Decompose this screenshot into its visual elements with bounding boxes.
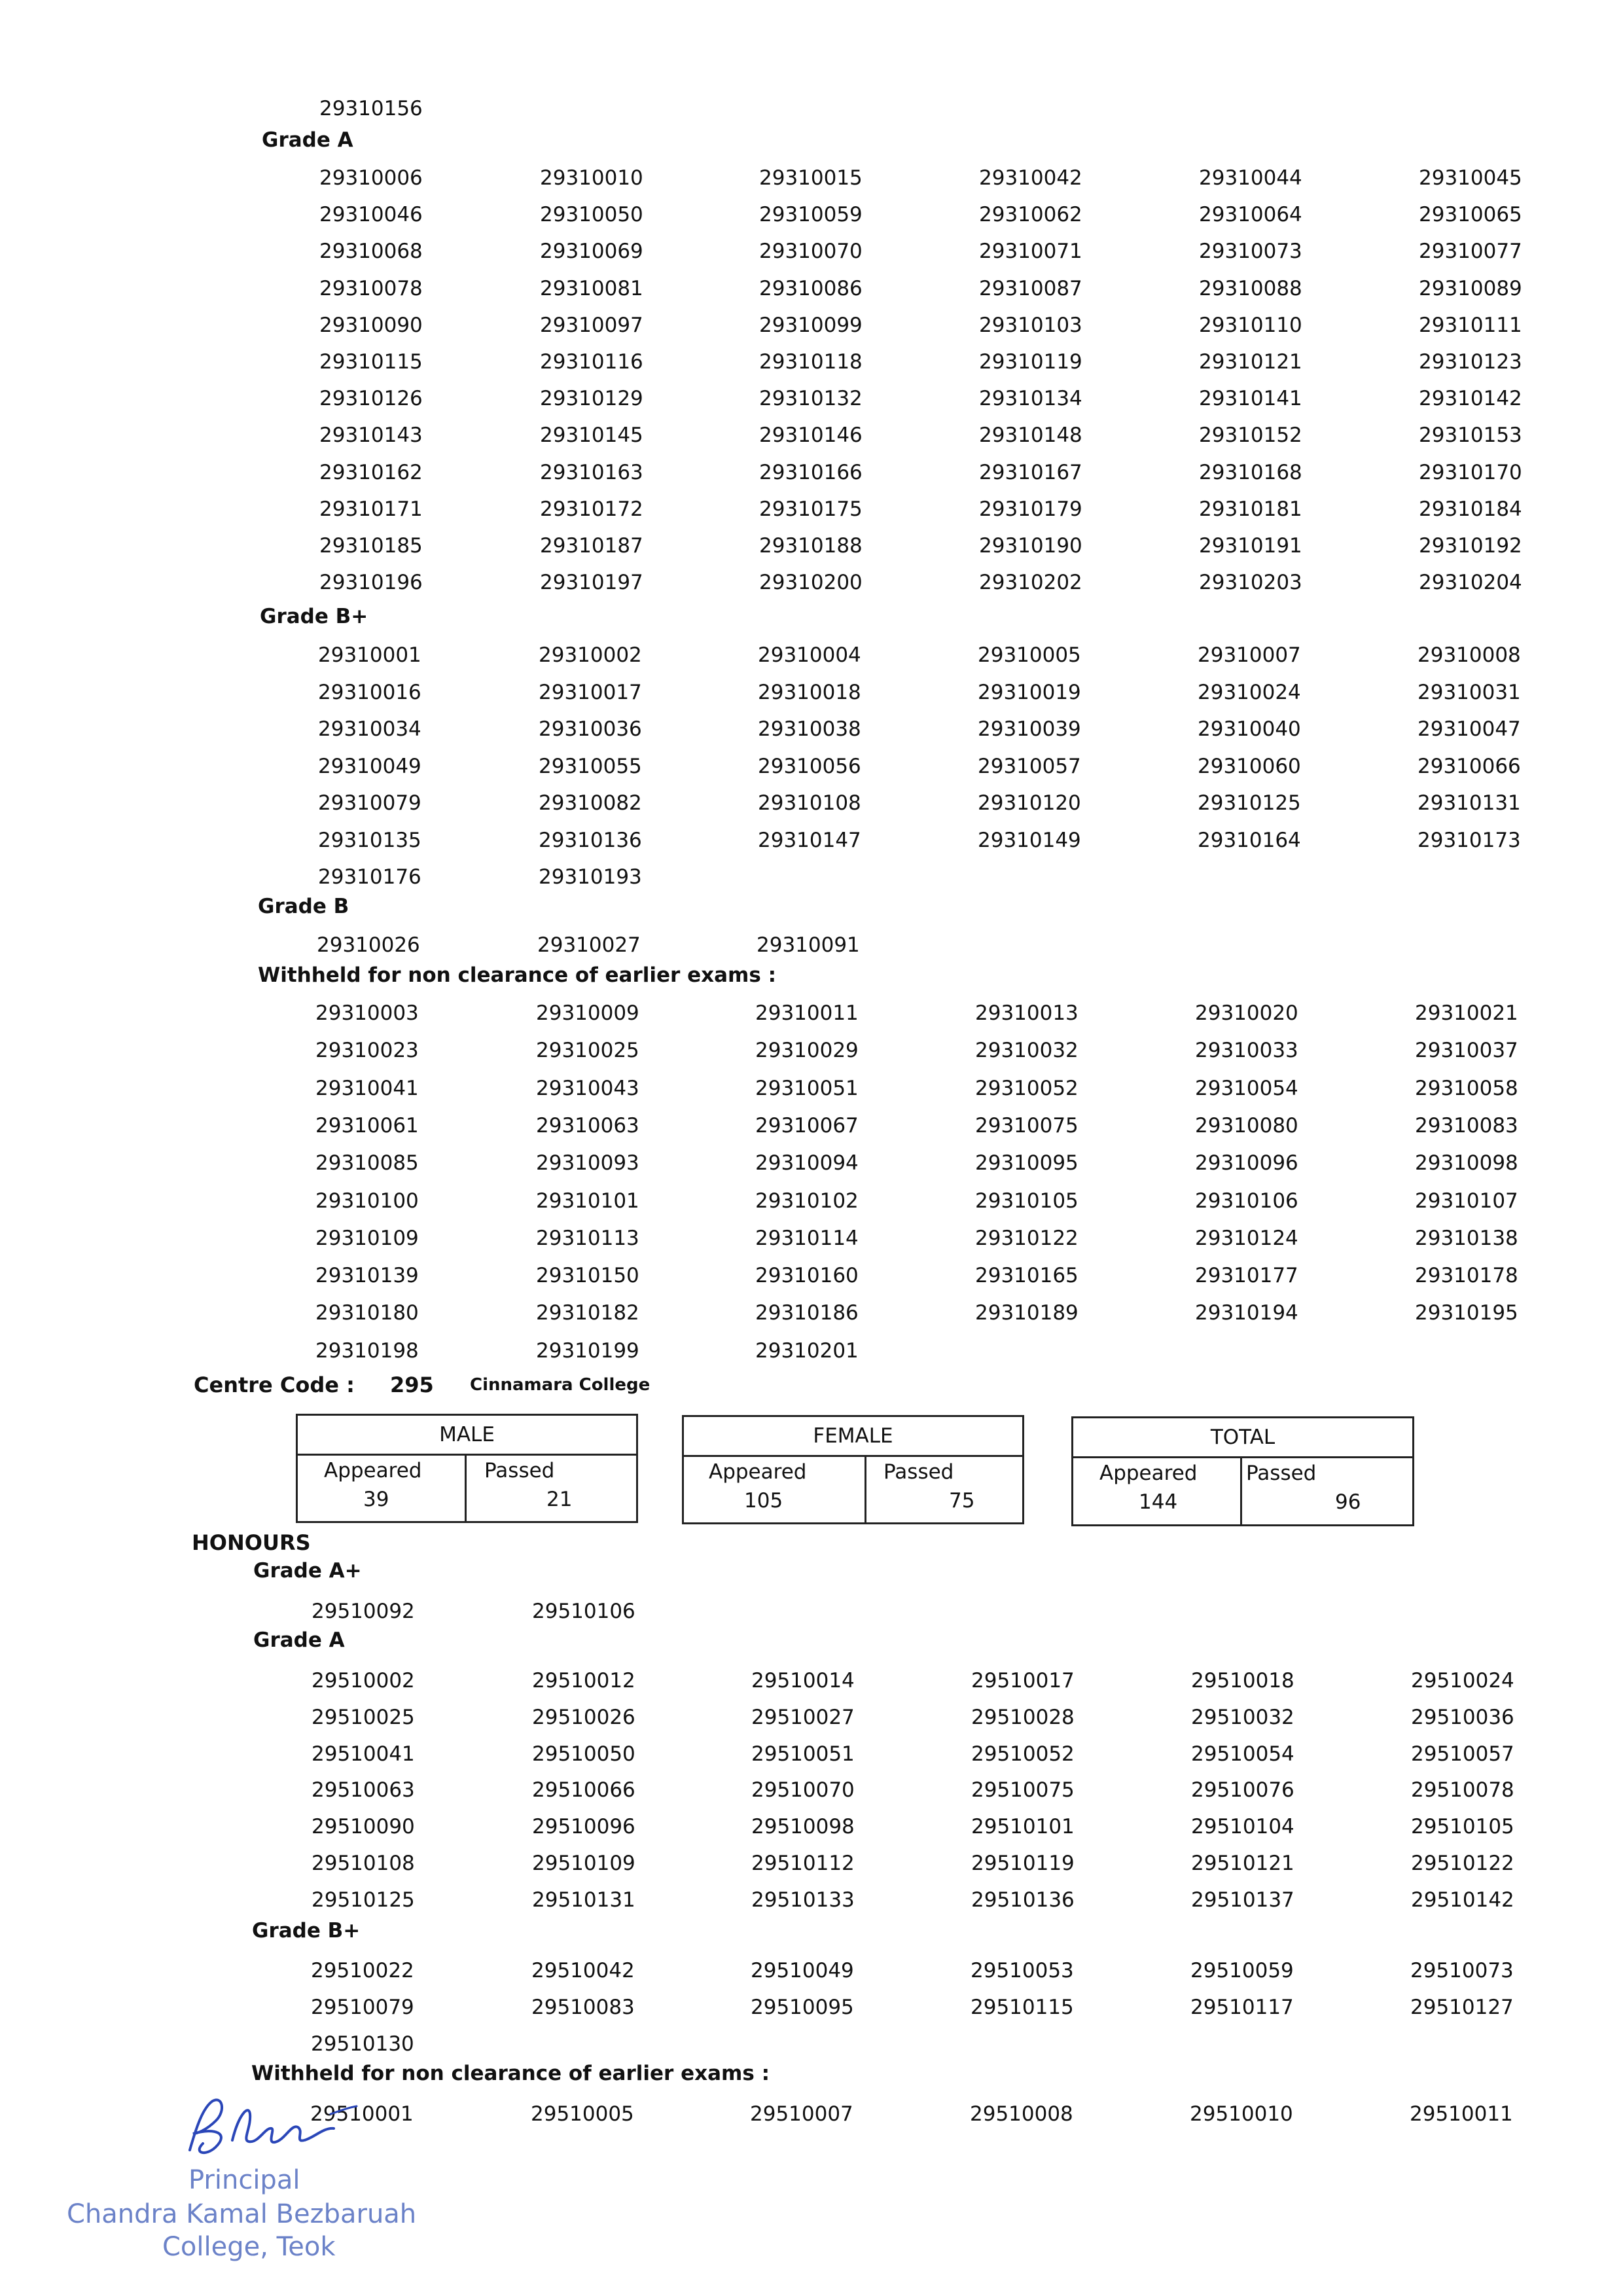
roll-number: 29310189 (975, 1301, 1079, 1325)
roll-number: 29510051 (751, 1742, 855, 1766)
roll-number: 29510127 (1410, 1996, 1514, 2019)
roll-number: 29310142 (1419, 387, 1522, 411)
roll-number: 29310087 (979, 276, 1082, 300)
roll-number: 29310202 (979, 571, 1082, 595)
roll-number: 29510005 (531, 2102, 634, 2126)
roll-number: 29310068 (319, 240, 423, 264)
honours-grade-a-heading: Grade A (253, 1628, 345, 1652)
roll-number: 29310198 (315, 1338, 419, 1363)
roll-number: 29310098 (1415, 1151, 1518, 1175)
roll-number: 29310100 (315, 1189, 419, 1213)
male-passed-label: Passed (484, 1459, 555, 1482)
roll-number: 29310043 (536, 1076, 639, 1100)
roll-number: 29310116 (540, 350, 643, 374)
grade-a-heading: Grade A (262, 128, 353, 152)
roll-number: 29310146 (759, 423, 863, 448)
roll-number: 29310025 (536, 1039, 639, 1063)
roll-number: 29510096 (532, 1815, 635, 1839)
roll-number: 29310066 (1418, 754, 1521, 778)
roll-number: 29310031 (1418, 680, 1521, 704)
roll-number: 29310015 (759, 166, 863, 190)
roll-number: 29510026 (532, 1705, 635, 1729)
roll-number: 29310039 (978, 717, 1081, 741)
roll-number: 29510008 (970, 2102, 1073, 2126)
female-title: FEMALE (684, 1417, 1022, 1457)
female-appeared-value: 105 (744, 1489, 783, 1513)
roll-number: 29510115 (971, 1996, 1074, 2019)
roll-number: 29310177 (1195, 1264, 1298, 1288)
roll-number: 29510092 (312, 1600, 415, 1623)
roll-number: 29510007 (750, 2102, 853, 2126)
roll-number: 29310061 (315, 1113, 419, 1138)
roll-number: 29310089 (1419, 276, 1522, 300)
roll-number: 29310038 (758, 717, 861, 741)
roll-number: 29310150 (536, 1264, 639, 1288)
roll-number: 29310153 (1419, 423, 1522, 448)
roll-number: 29310045 (1419, 166, 1522, 190)
roll-number: 29510063 (312, 1778, 415, 1803)
roll-number: 29310171 (319, 497, 423, 521)
roll-number: 29310041 (315, 1076, 419, 1100)
roll-number: 29310029 (755, 1039, 859, 1063)
total-stats-box (1071, 1416, 1414, 1526)
roll-number: 29310156 (319, 97, 423, 120)
withheld-heading: Withheld for non clearance of earlier exams : (258, 963, 776, 987)
honours-grade-bplus-heading: Grade B+ (252, 1919, 361, 1943)
roll-number: 29310095 (975, 1151, 1079, 1175)
roll-number: 29310181 (1199, 497, 1302, 521)
roll-number: 29310190 (979, 534, 1082, 558)
roll-number: 29310050 (540, 203, 643, 227)
roll-number: 29310003 (315, 1001, 419, 1025)
roll-number: 29310180 (315, 1301, 419, 1325)
roll-number: 29310046 (319, 203, 423, 227)
roll-number: 29310037 (1415, 1039, 1518, 1063)
roll-number: 29510001 (310, 2102, 414, 2126)
roll-number: 29510052 (971, 1742, 1075, 1766)
roll-number: 29310096 (1195, 1151, 1298, 1175)
roll-number: 29310195 (1415, 1301, 1518, 1325)
roll-number: 29510098 (751, 1815, 855, 1839)
male-title: MALE (298, 1416, 636, 1456)
roll-number: 29310149 (978, 828, 1081, 852)
roll-number: 29310034 (318, 717, 421, 741)
roll-number: 29310136 (539, 828, 642, 852)
roll-number: 29510012 (532, 1669, 635, 1693)
roll-number: 29510122 (1411, 1852, 1514, 1875)
roll-number: 29510121 (1191, 1852, 1294, 1875)
roll-number: 29310056 (758, 754, 861, 778)
roll-number: 29510090 (312, 1815, 415, 1839)
roll-number: 29310131 (1418, 791, 1521, 815)
roll-number: 29310009 (536, 1001, 639, 1025)
roll-number: 29310162 (319, 460, 423, 484)
roll-number: 29310121 (1199, 350, 1302, 374)
roll-number: 29510018 (1191, 1669, 1294, 1693)
roll-number: 29310093 (536, 1151, 639, 1175)
roll-number: 29510017 (971, 1669, 1075, 1693)
roll-number: 29310082 (539, 791, 642, 815)
college-name: Cinnamara College (470, 1375, 651, 1395)
roll-number: 29510036 (1411, 1705, 1514, 1729)
roll-number: 29310185 (319, 534, 423, 558)
roll-number: 29310086 (759, 276, 863, 300)
roll-number: 29310107 (1415, 1189, 1518, 1213)
roll-number: 29310188 (759, 534, 863, 558)
male-appeared-label: Appeared (324, 1459, 422, 1482)
roll-number: 29510106 (532, 1600, 635, 1623)
total-passed-label: Passed (1246, 1462, 1317, 1485)
roll-number: 29310152 (1199, 423, 1302, 448)
roll-number: 29310175 (759, 497, 863, 521)
roll-number: 29310123 (1419, 350, 1522, 374)
roll-number: 29310166 (759, 460, 863, 484)
roll-number: 29310129 (540, 387, 643, 411)
roll-number: 29310143 (319, 423, 423, 448)
female-appeared-label: Appeared (709, 1460, 807, 1484)
roll-number: 29510057 (1411, 1742, 1514, 1766)
roll-number: 29310103 (979, 313, 1082, 337)
roll-number: 29310044 (1199, 166, 1302, 190)
roll-number: 29310178 (1415, 1264, 1518, 1288)
roll-number: 29310017 (539, 680, 642, 704)
honours-withheld-heading: Withheld for non clearance of earlier exams : (251, 2062, 770, 2085)
centre-code-value: 295 (390, 1372, 434, 1397)
roll-number: 29310201 (755, 1338, 859, 1363)
roll-number: 29510025 (312, 1705, 415, 1729)
roll-number: 29310124 (1195, 1226, 1298, 1250)
roll-number: 29310088 (1199, 276, 1302, 300)
roll-number: 29510095 (751, 1996, 854, 2019)
roll-number: 29310170 (1419, 460, 1522, 484)
roll-number: 29310040 (1198, 717, 1301, 741)
roll-number: 29310047 (1418, 717, 1521, 741)
roll-number: 29510022 (311, 1959, 414, 1982)
honours-grade-aplus-heading: Grade A+ (253, 1559, 362, 1583)
roll-number: 29310013 (975, 1001, 1079, 1025)
roll-number: 29310186 (755, 1301, 859, 1325)
roll-number: 29310118 (759, 350, 863, 374)
roll-number: 29310109 (315, 1226, 419, 1250)
roll-number: 29310019 (978, 680, 1081, 704)
roll-number: 29310055 (539, 754, 642, 778)
roll-number: 29310004 (758, 643, 861, 667)
roll-number: 29510133 (751, 1888, 855, 1912)
honours-heading: HONOURS (192, 1530, 311, 1555)
roll-number: 29310203 (1199, 571, 1302, 595)
roll-number: 29310197 (540, 571, 643, 595)
roll-number: 29310113 (536, 1226, 639, 1250)
roll-number: 29310006 (319, 166, 423, 190)
roll-number: 29310023 (315, 1039, 419, 1063)
roll-number: 29310196 (319, 571, 423, 595)
roll-number: 29510054 (1191, 1742, 1294, 1766)
roll-number: 29310063 (536, 1113, 639, 1138)
roll-number: 29310115 (319, 350, 423, 374)
roll-number: 29310138 (1415, 1226, 1518, 1250)
roll-number: 29310059 (759, 203, 863, 227)
roll-number: 29310134 (979, 387, 1082, 411)
roll-number: 29510010 (1190, 2102, 1293, 2126)
roll-number: 29310191 (1199, 534, 1302, 558)
roll-number: 29310182 (536, 1301, 639, 1325)
roll-number: 29310145 (540, 423, 643, 448)
roll-number: 29310051 (755, 1076, 859, 1100)
roll-number: 29510028 (971, 1705, 1075, 1729)
female-passed-label: Passed (883, 1460, 954, 1484)
roll-number: 29310122 (975, 1226, 1079, 1250)
roll-number: 29310167 (979, 460, 1082, 484)
roll-number: 29510073 (1410, 1959, 1514, 1982)
roll-number: 29310173 (1418, 828, 1521, 852)
roll-number: 29310002 (539, 643, 642, 667)
roll-number: 29310021 (1415, 1001, 1518, 1025)
roll-number: 29310069 (540, 240, 643, 264)
roll-number: 29510079 (311, 1996, 414, 2019)
total-title: TOTAL (1073, 1418, 1412, 1458)
centre-code-label: Centre Code : (194, 1372, 355, 1397)
roll-number: 29310016 (318, 680, 421, 704)
female-passed-value: 75 (949, 1489, 975, 1513)
male-appeared-value: 39 (363, 1488, 389, 1511)
roll-number: 29310067 (755, 1113, 859, 1138)
roll-number: 29310001 (318, 643, 421, 667)
roll-number: 29310070 (759, 240, 863, 264)
roll-number: 29310204 (1419, 571, 1522, 595)
roll-number: 29310139 (315, 1264, 419, 1288)
roll-number: 29310054 (1195, 1076, 1298, 1100)
roll-number: 29510032 (1191, 1705, 1294, 1729)
roll-number: 29310192 (1419, 534, 1522, 558)
roll-number: 29310075 (975, 1113, 1079, 1138)
roll-number: 29310058 (1415, 1076, 1518, 1100)
roll-number: 29510078 (1411, 1778, 1514, 1803)
total-appeared-label: Appeared (1099, 1462, 1198, 1485)
roll-number: 29510117 (1190, 1996, 1294, 2019)
roll-number: 29310018 (758, 680, 861, 704)
stamp-name: Chandra Kamal Bezbaruah (67, 2199, 417, 2229)
roll-number: 29510059 (1190, 1959, 1294, 1982)
roll-number: 29310036 (539, 717, 642, 741)
roll-number: 29310020 (1195, 1001, 1298, 1025)
roll-number: 29310184 (1419, 497, 1522, 521)
roll-number: 29310119 (979, 350, 1082, 374)
roll-number: 29310026 (317, 933, 420, 957)
roll-number: 29310083 (1415, 1113, 1518, 1138)
roll-number: 29310168 (1199, 460, 1302, 484)
roll-number: 29310097 (540, 313, 643, 337)
roll-number: 29310010 (540, 166, 643, 190)
roll-number: 29310032 (975, 1039, 1079, 1063)
roll-number: 29310114 (755, 1226, 859, 1250)
roll-number: 29510112 (751, 1852, 855, 1875)
roll-number: 29310033 (1195, 1039, 1298, 1063)
roll-number: 29310105 (975, 1189, 1079, 1213)
roll-number: 29510108 (312, 1852, 415, 1875)
stamp-college: College, Teok (162, 2232, 336, 2262)
roll-number: 29510050 (532, 1742, 635, 1766)
roll-number: 29310164 (1198, 828, 1301, 852)
roll-number: 29510125 (312, 1888, 415, 1912)
roll-number: 29310179 (979, 497, 1082, 521)
roll-number: 29310065 (1419, 203, 1522, 227)
roll-number: 29510041 (312, 1742, 415, 1766)
roll-number: 29310057 (978, 754, 1081, 778)
total-appeared-value: 144 (1139, 1490, 1178, 1514)
roll-number: 29510002 (312, 1669, 415, 1693)
roll-number: 29310172 (540, 497, 643, 521)
roll-number: 29510011 (1410, 2102, 1513, 2126)
roll-number: 29510136 (971, 1888, 1075, 1912)
roll-number: 29310008 (1418, 643, 1521, 667)
roll-number: 29310027 (537, 933, 641, 957)
roll-number: 29510014 (751, 1669, 855, 1693)
female-stats-box (682, 1415, 1024, 1524)
roll-number: 29310108 (758, 791, 861, 815)
roll-number: 29510076 (1191, 1778, 1294, 1803)
roll-number: 29310085 (315, 1151, 419, 1175)
roll-number: 29310064 (1199, 203, 1302, 227)
roll-number: 29310005 (978, 643, 1081, 667)
roll-number: 29310106 (1195, 1189, 1298, 1213)
roll-number: 29310094 (755, 1151, 859, 1175)
roll-number: 29510137 (1191, 1888, 1294, 1912)
roll-number: 29310079 (318, 791, 421, 815)
roll-number: 29310080 (1195, 1113, 1298, 1138)
roll-number: 29310102 (755, 1189, 859, 1213)
roll-number: 29310120 (978, 791, 1081, 815)
grade-bplus-heading: Grade B+ (260, 605, 368, 628)
roll-number: 29310111 (1419, 313, 1522, 337)
roll-number: 29310110 (1199, 313, 1302, 337)
total-passed-value: 96 (1335, 1490, 1361, 1514)
roll-number: 29510109 (532, 1852, 635, 1875)
roll-number: 29310141 (1199, 387, 1302, 411)
roll-number: 29510142 (1411, 1888, 1514, 1912)
roll-number: 29510027 (751, 1705, 855, 1729)
roll-number: 29310126 (319, 387, 423, 411)
roll-number: 29310199 (536, 1338, 639, 1363)
roll-number: 29510101 (971, 1815, 1075, 1839)
male-stats-box (296, 1414, 638, 1523)
roll-number: 29310049 (318, 754, 421, 778)
roll-number: 29310091 (757, 933, 860, 957)
roll-number: 29510053 (971, 1959, 1074, 1982)
roll-number: 29310060 (1198, 754, 1301, 778)
roll-number: 29310077 (1419, 240, 1522, 264)
roll-number: 29310081 (540, 276, 643, 300)
signature-image (177, 2088, 373, 2166)
roll-number: 29510083 (531, 1996, 635, 2019)
roll-number: 29310176 (318, 865, 421, 889)
roll-number: 29310042 (979, 166, 1082, 190)
roll-number: 29510075 (971, 1778, 1075, 1803)
roll-number: 29310011 (755, 1001, 859, 1025)
stamp-title: Principal (188, 2165, 300, 2195)
roll-number: 29310099 (759, 313, 863, 337)
roll-number: 29510105 (1411, 1815, 1514, 1839)
roll-number: 29510066 (532, 1778, 635, 1803)
roll-number: 29310160 (755, 1264, 859, 1288)
roll-number: 29310132 (759, 387, 863, 411)
roll-number: 29510131 (532, 1888, 635, 1912)
roll-number: 29510070 (751, 1778, 855, 1803)
roll-number: 29310187 (540, 534, 643, 558)
roll-number: 29310148 (979, 423, 1082, 448)
roll-number: 29310062 (979, 203, 1082, 227)
male-passed-value: 21 (546, 1488, 573, 1511)
roll-number: 29510104 (1191, 1815, 1294, 1839)
roll-number: 29310163 (540, 460, 643, 484)
roll-number: 29310147 (758, 828, 861, 852)
roll-number: 29310078 (319, 276, 423, 300)
roll-number: 29310194 (1195, 1301, 1298, 1325)
roll-number: 29310200 (759, 571, 863, 595)
roll-number: 29310193 (539, 865, 642, 889)
roll-number: 29310165 (975, 1264, 1079, 1288)
roll-number: 29310024 (1198, 680, 1301, 704)
roll-number: 29510024 (1411, 1669, 1514, 1693)
roll-number: 29510042 (531, 1959, 635, 1982)
roll-number: 29310007 (1198, 643, 1301, 667)
roll-number: 29510049 (751, 1959, 854, 1982)
roll-number: 29310090 (319, 313, 423, 337)
roll-number: 29310125 (1198, 791, 1301, 815)
roll-number: 29310101 (536, 1189, 639, 1213)
roll-number: 29510130 (311, 2032, 414, 2056)
grade-b-heading: Grade B (258, 895, 349, 918)
roll-number: 29310052 (975, 1076, 1079, 1100)
roll-number: 29310073 (1199, 240, 1302, 264)
roll-number: 29310071 (979, 240, 1082, 264)
roll-number: 29310135 (318, 828, 421, 852)
roll-number: 29510119 (971, 1852, 1075, 1875)
